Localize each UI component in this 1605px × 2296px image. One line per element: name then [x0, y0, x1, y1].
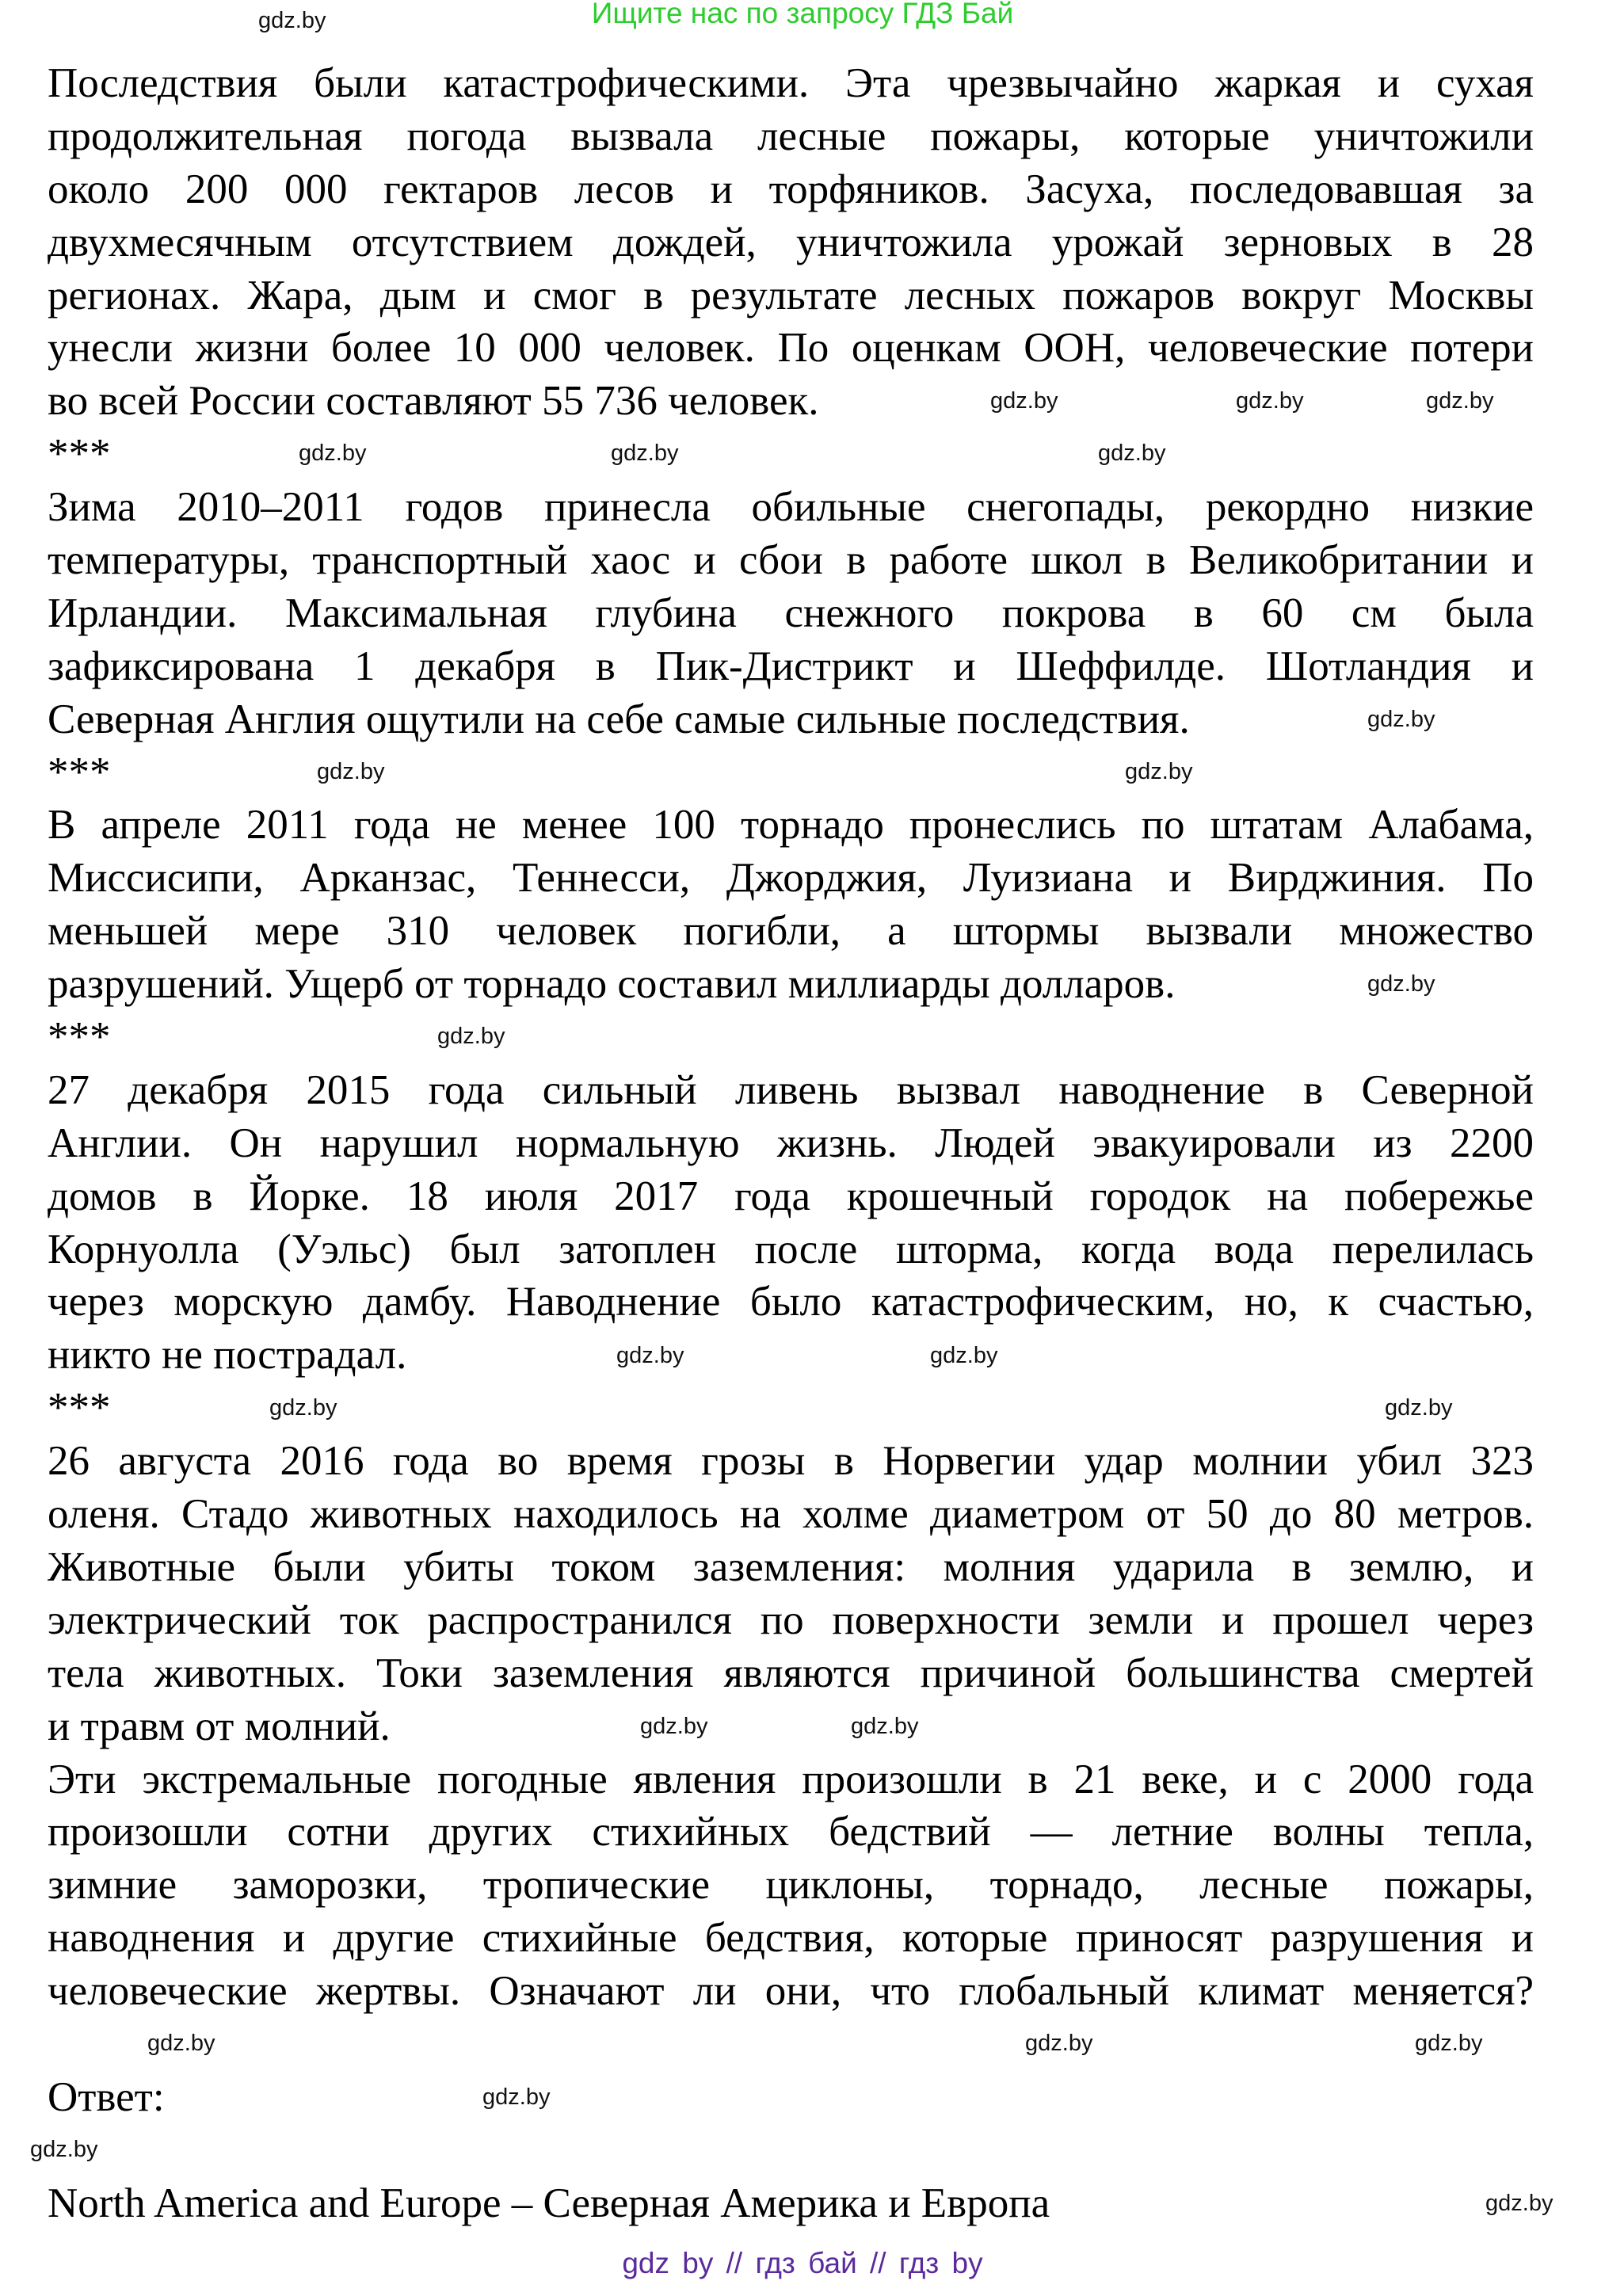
- text-line: Зима 2010–2011 годов принесла обильные снегопады, рекордно низкие: [48, 484, 1534, 531]
- text-line: человеческие жертвы. Означают ли они, что глобальный климат меняется?: [48, 1968, 1534, 2015]
- section-separator: ***: [48, 1385, 111, 1432]
- section-separator: ***: [48, 749, 111, 795]
- text-line: температуры, транспортный хаос и сбои в работе школ в Великобритании и: [48, 537, 1534, 584]
- text-line: произошли сотни других стихийных бедствий — летние волны тепла,: [48, 1809, 1534, 1855]
- text-line: North America and Europe – Северная Америка и Европа: [48, 2180, 1050, 2226]
- text-line: около 200 000 гектаров лесов и торфяников. Засуха, последовавшая за: [48, 166, 1534, 212]
- text-line: наводнения и другие стихийные бедствия, которые приносят разрушения и: [48, 1915, 1534, 1962]
- text-line: 27 декабря 2015 года сильный ливень вызвал наводнение в Северной: [48, 1066, 1534, 1113]
- text-line: электрический ток распространился по поверхности земли и прошел через: [48, 1596, 1534, 1643]
- footer-watermark: gdz by // гдз бай // гдз by: [622, 2247, 983, 2279]
- search-banner: Ищите нас по запросу ГДЗ Бай: [591, 0, 1014, 29]
- text-line: тела животных. Токи заземления являются причиной большинства смертей: [48, 1650, 1534, 1696]
- watermark-text: gdz.by: [269, 1395, 337, 1421]
- text-line: через морскую дамбу. Наводнение было катастрофическим, но, к счастью,: [48, 1279, 1534, 1325]
- text-line: Ирландии. Максимальная глубина снежного покрова в 60 см была: [48, 589, 1534, 636]
- watermark-text: gdz.by: [611, 441, 679, 466]
- text-line: Миссисипи, Арканзас, Теннесси, Джорджия, Луизиана и Вирджиния. По: [48, 855, 1534, 902]
- watermark-text: gdz.by: [930, 1343, 998, 1368]
- text-line: Ответ:: [48, 2073, 165, 2120]
- watermark-text: gdz.by: [1125, 759, 1193, 784]
- watermark-text: gdz.by: [1426, 388, 1494, 414]
- text-line: никто не пострадал.: [48, 1332, 407, 1379]
- section-separator: ***: [48, 1014, 111, 1061]
- text-line: Англии. Он нарушил нормальную жизнь. Людей эвакуировали из 2200: [48, 1119, 1534, 1166]
- text-line: домов в Йорке. 18 июля 2017 года крошечный городок на побережье: [48, 1173, 1534, 1219]
- text-line: зимние заморозки, тропические циклоны, торнадо, лесные пожары,: [48, 1862, 1534, 1909]
- section-separator: ***: [48, 431, 111, 478]
- text-line: и травм от молний.: [48, 1703, 391, 1749]
- text-line: зафиксирована 1 декабря в Пик-Дистрикт и Шеффилде. Шотландия и: [48, 643, 1534, 689]
- watermark-text: gdz.by: [437, 1024, 505, 1049]
- text-line: Корнуолла (Уэльс) был затоплен после шторма, когда вода перелилась: [48, 1226, 1534, 1272]
- watermark-text: gdz.by: [990, 388, 1058, 414]
- text-line: двухмесячным отсутствием дождей, уничтожила урожай зерновых в 28: [48, 219, 1534, 265]
- text-line: меньшей мере 310 человек погибли, а штормы вызвали множество: [48, 908, 1534, 955]
- text-line: во всей России составляют 55 736 человек.: [48, 378, 819, 425]
- watermark-text: gdz.by: [616, 1343, 684, 1368]
- text-line: разрушений. Ущерб от торнадо составил миллиарды долларов.: [48, 961, 1176, 1008]
- watermark-text: gdz.by: [1385, 1395, 1453, 1421]
- text-line: Животные были убиты током заземления: молния ударила в землю, и: [48, 1543, 1534, 1590]
- watermark-text: gdz.by: [1367, 971, 1435, 997]
- text-line: оленя. Стадо животных находилось на холме диаметром от 50 до 80 метров.: [48, 1491, 1534, 1538]
- watermark-text: gdz.by: [482, 2084, 551, 2110]
- watermark-text: gdz.by: [299, 441, 367, 466]
- watermark-text: gdz.by: [1236, 388, 1304, 414]
- blank-line: [48, 2018, 1534, 2071]
- document-text: [48, 57, 1534, 2230]
- watermark-text: gdz.by: [30, 2137, 98, 2162]
- blank-line: [48, 2124, 1534, 2177]
- watermark-text: gdz.by: [1098, 441, 1166, 466]
- text-line: продолжительная погода вызвала лесные пожары, которые уничтожили: [48, 113, 1534, 159]
- watermark-text: gdz.by: [1025, 2031, 1093, 2056]
- text-line: Последствия были катастрофическими. Эта чрезвычайно жаркая и сухая: [48, 60, 1534, 106]
- watermark-text: gdz.by: [147, 2031, 215, 2056]
- text-line: унесли жизни более 10 000 человек. По оценкам ООН, человеческие потери: [48, 325, 1534, 372]
- text-line: В апреле 2011 года не менее 100 торнадо пронеслись по штатам Алабама,: [48, 802, 1534, 849]
- text-line: Северная Англия ощутили на себе самые сильные последствия.: [48, 696, 1190, 742]
- text-line: 26 августа 2016 года во время грозы в Норвегии удар молнии убил 323: [48, 1438, 1534, 1485]
- watermark-text: gdz.by: [1367, 707, 1435, 732]
- watermark-text: gdz.by: [1415, 2031, 1483, 2056]
- watermark-text: gdz.by: [317, 759, 385, 784]
- watermark-text: gdz.by: [1485, 2191, 1554, 2216]
- text-line: регионах. Жара, дым и смог в результате лесных пожаров вокруг Москвы: [48, 272, 1534, 318]
- watermark-text: gdz.by: [640, 1714, 708, 1739]
- watermark-text: gdz.by: [258, 8, 326, 33]
- text-line: Эти экстремальные погодные явления произошли в 21 веке, и с 2000 года: [48, 1756, 1534, 1802]
- watermark-text: gdz.by: [851, 1714, 919, 1739]
